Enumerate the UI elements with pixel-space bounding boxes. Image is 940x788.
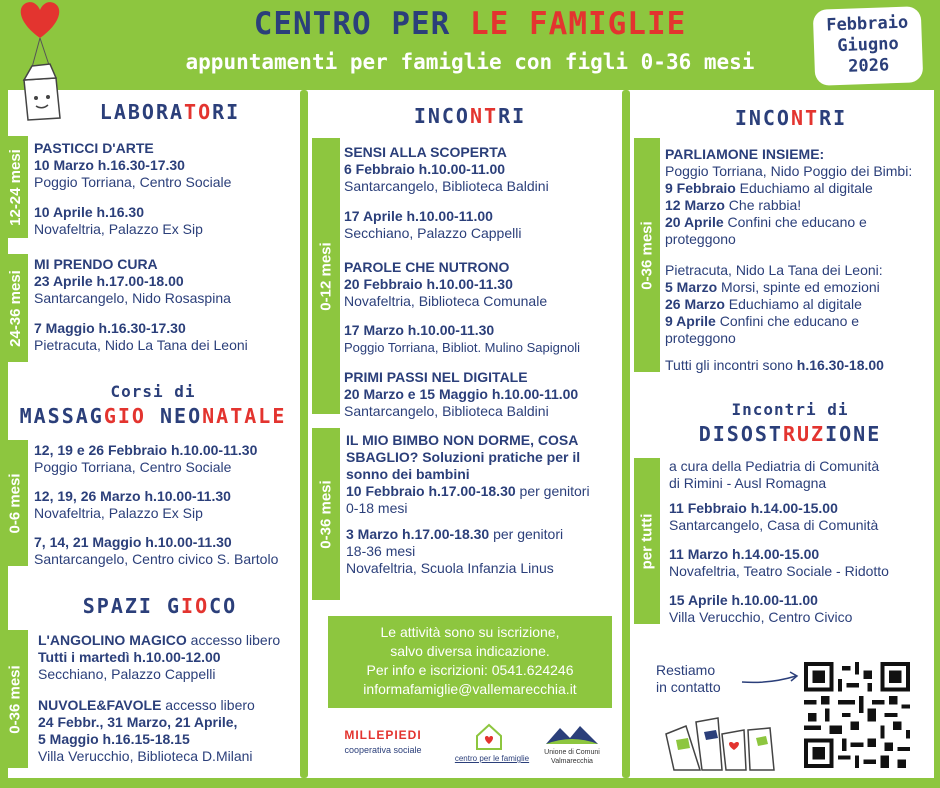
partner-logos [328, 718, 618, 774]
centro-famiglie-logo-label: centro per le famiglie [454, 754, 530, 763]
age-tag-per-tutti: per tutti [634, 458, 660, 624]
footer-band [0, 778, 940, 788]
spazi-list: L'ANGOLINO MAGICO accesso libero Tutti i martedì h.10.00-12.00 Secchiano, Palazzo Cappelli NUVOLE&FAVOLE accesso libero 24 Febbr., 31 Marzo, 21 Aprile, 5 Maggio h.16.15-18.15 Villa Verucchio, Biblioteca D.Milani [38, 632, 281, 764]
millepiedi-logo: MILLEPIEDI cooperativa sociale [344, 728, 422, 755]
age-tag-12-24: 12-24 mesi [2, 136, 28, 238]
disostruzione-list: a cura della Pediatria di Comunità di Rimini - Ausl Romagna 11 Febbraio h.14.00-15.00 Santarcangelo, Casa di Comunità 11 Marzo h.14.00-15.00 Novafeltria, Teatro Sociale - Ridotto 15 Aprile h.10.00-11.00 Villa Verucchio, Centro Civico [669, 458, 889, 625]
qr-code[interactable] [804, 662, 910, 768]
unione-comuni-logo [544, 722, 600, 746]
age-tag-0-12: 0-12 mesi [312, 138, 340, 414]
email-link[interactable]: informafamiglie@vallemarecchia.it [363, 681, 577, 697]
incontri-mid-list: SENSI ALLA SCOPERTA 6 Febbraio h.10.00-11.00 Santarcangelo, Biblioteca Baldini 17 Aprile h.10.00-11.00 Secchiano, Palazzo Cappelli PAROLE CHE NUTRONO 20 Febbraio h.10.00-11.30 Novafeltria, Biblioteca Comunale 17 Marzo h.10.00-11.30 Poggio Torriana, Bibliot. Mulino Sapignoli PRIMI PASSI NEL DIGITALE 20 Marzo e 15 Maggio h.10.00-11.00 Santarcangelo, Biblioteca Baldini [344, 144, 581, 419]
house-icon [474, 722, 504, 750]
page-title: CENTRO PER LE FAMIGLIE [253, 6, 687, 42]
unione-comuni-label: Unione di Comuni Valmarecchia [544, 749, 600, 765]
age-tag-0-6: 0-6 mesi [2, 440, 28, 566]
incontri-heading-mid: INCONTRI [413, 104, 527, 128]
spazi-gioco-heading: SPAZI GIOCO [82, 594, 238, 618]
bimbo-non-dorme-block: IL MIO BIMBO NON DORME, COSA SBAGLIO? Soluzioni pratiche per il sonno dei bambini 10 Febbraio h.17.00-18.30 per genitori 0-18 mesi 3 Marzo h.17.00-18.30 per genitori 18-36 mesi Novafeltria, Scuola Infanzia Linus [346, 432, 590, 576]
page-subtitle: appuntamenti per famiglie con figli 0-36 mesi [185, 50, 755, 74]
age-tag-0-36-spazi: 0-36 mesi [2, 630, 28, 768]
column-divider-1 [300, 90, 308, 778]
restiamo-in-contatto: Restiamo in contatto [656, 662, 721, 695]
arrow-icon [740, 666, 802, 690]
laboratori-list: PASTICCI D'ARTE 10 Marzo h.16.30-17.30 Poggio Torriana, Centro Sociale 10 Aprile h.16.30 Novafeltria, Palazzo Ex Sip MI PRENDO CURA 23 Aprile h.17.00-18.00 Santarcangelo, Nido Rosaspina 7 Maggio h.16.30-17.30 Pietracuta, Nido La Tana dei Leoni [34, 140, 248, 353]
incontri-heading-right: INCONTRI [734, 106, 848, 130]
parliamone-block: PARLIAMONE INSIEME: Poggio Torriana, Nido Poggio dei Bimbi: 9 Febbraio Educhiamo al digitale 12 Marzo Che rabbia! 20 Aprile Confini che educano e proteggono Pietracuta, Nido La Tana dei Leoni: 5 Marzo Morsi, spinte ed emozioni 26 Marzo Educhiamo al digitale 9 Aprile Confini che educano e proteggono Tutti gli incontri sono h.16.30-18.00 [665, 146, 913, 373]
age-tag-24-36: 24-36 mesi [2, 254, 28, 362]
family-illustration [660, 704, 800, 772]
massaggio-heading: Corsi di MASSAGGIO NEONATALE [19, 382, 287, 428]
laboratori-heading: LABORATORI [99, 100, 241, 124]
massaggio-list: 12, 19 e 26 Febbraio h.10.00-11.30 Poggio Torriana, Centro Sociale 12, 19, 26 Marzo h.10.00-11.30 Novafeltria, Palazzo Ex Sip 7, 14, 21 Maggio h.10.00-11.30 Santarcangelo, Centro civico S. Bartolo [34, 442, 279, 567]
age-tag-0-36-right: 0-36 mesi [634, 138, 660, 372]
disostruzione-heading: Incontri di DISOSTRUZIONE [698, 400, 882, 446]
info-box: Le attività sono su iscrizione, salvo diversa indicazione. Per info e iscrizioni: 0541.624246 informafamiglie@vallemarecchia.it [328, 616, 612, 708]
date-badge: Febbraio Giugno 2026 [813, 6, 924, 86]
age-tag-0-36-mid: 0-36 mesi [312, 428, 340, 600]
